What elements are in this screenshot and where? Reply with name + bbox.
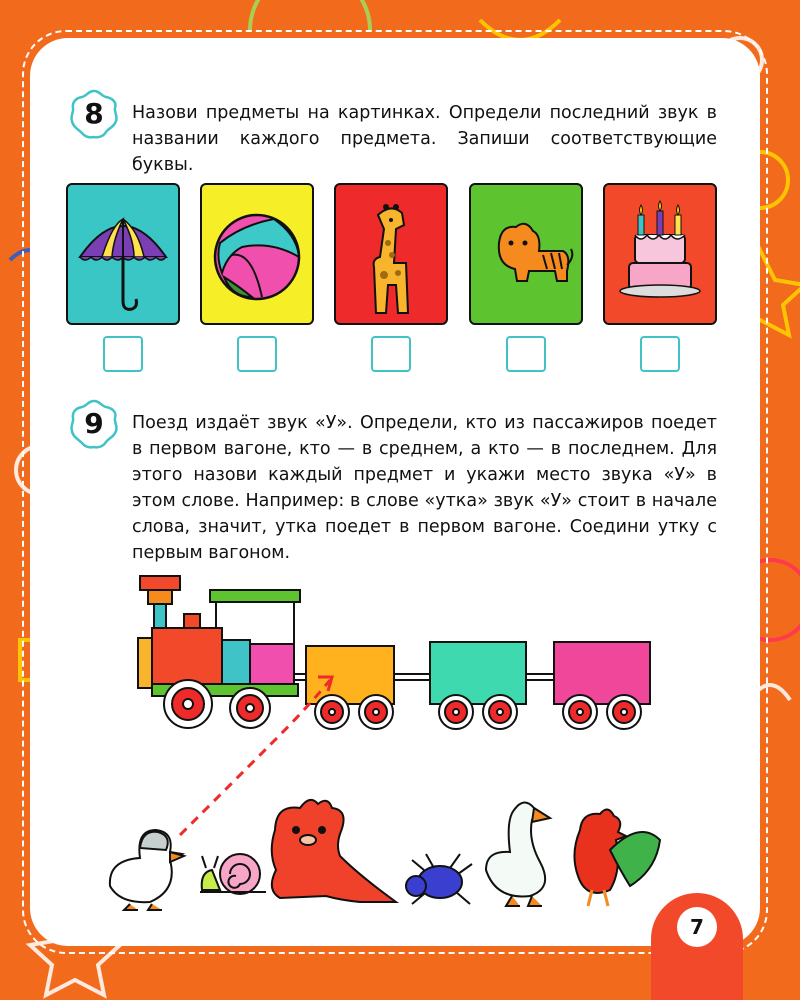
answer-box-2[interactable]: [237, 336, 277, 372]
spider-icon: [406, 854, 472, 904]
cake-icon: [605, 185, 715, 323]
giraffe-icon: [336, 185, 446, 323]
rooster-icon: [574, 809, 660, 906]
goose-icon: [486, 802, 550, 906]
picture-umbrella: [66, 183, 180, 325]
task-8-number: 8: [84, 97, 104, 130]
task-9-text: Поезд издаёт звук «У». Определи, кто из пассажиров поедет в первом вагоне, кто — в среднем, а кто — в последнем. Для этого назови каждый предмет и укажи место звука «У» в этом слове. Например: в слове «утка» звук «У» стоит в начале слова, значит, утка поедет в первом вагоне. Соедини утку с первым вагоном.: [132, 413, 717, 563]
picture-cake: [603, 183, 717, 325]
task-8-text: Назови предметы на картинках. Определи последний звук в названии каждого предмета. Запиши соответствующие буквы.: [132, 103, 717, 175]
ball-icon: [202, 185, 312, 323]
task-9-number: 9: [84, 407, 104, 440]
kangaroo-icon: [272, 800, 396, 902]
page-number: 7: [677, 907, 717, 947]
answer-box-5[interactable]: [640, 336, 680, 372]
task-9-badge: [68, 398, 120, 450]
picture-giraffe: [334, 183, 448, 325]
tiger-icon: [471, 185, 581, 323]
picture-ball: [200, 183, 314, 325]
umbrella-icon: [68, 185, 178, 323]
answer-box-3[interactable]: [371, 336, 411, 372]
passengers-row: [100, 790, 700, 915]
page-number-tab: [651, 893, 743, 1000]
answer-box-1[interactable]: [103, 336, 143, 372]
snail-icon: [200, 854, 266, 894]
duck-icon: [110, 830, 184, 910]
answer-box-4[interactable]: [506, 336, 546, 372]
task-8-badge: [68, 88, 120, 140]
picture-tiger: [469, 183, 583, 325]
